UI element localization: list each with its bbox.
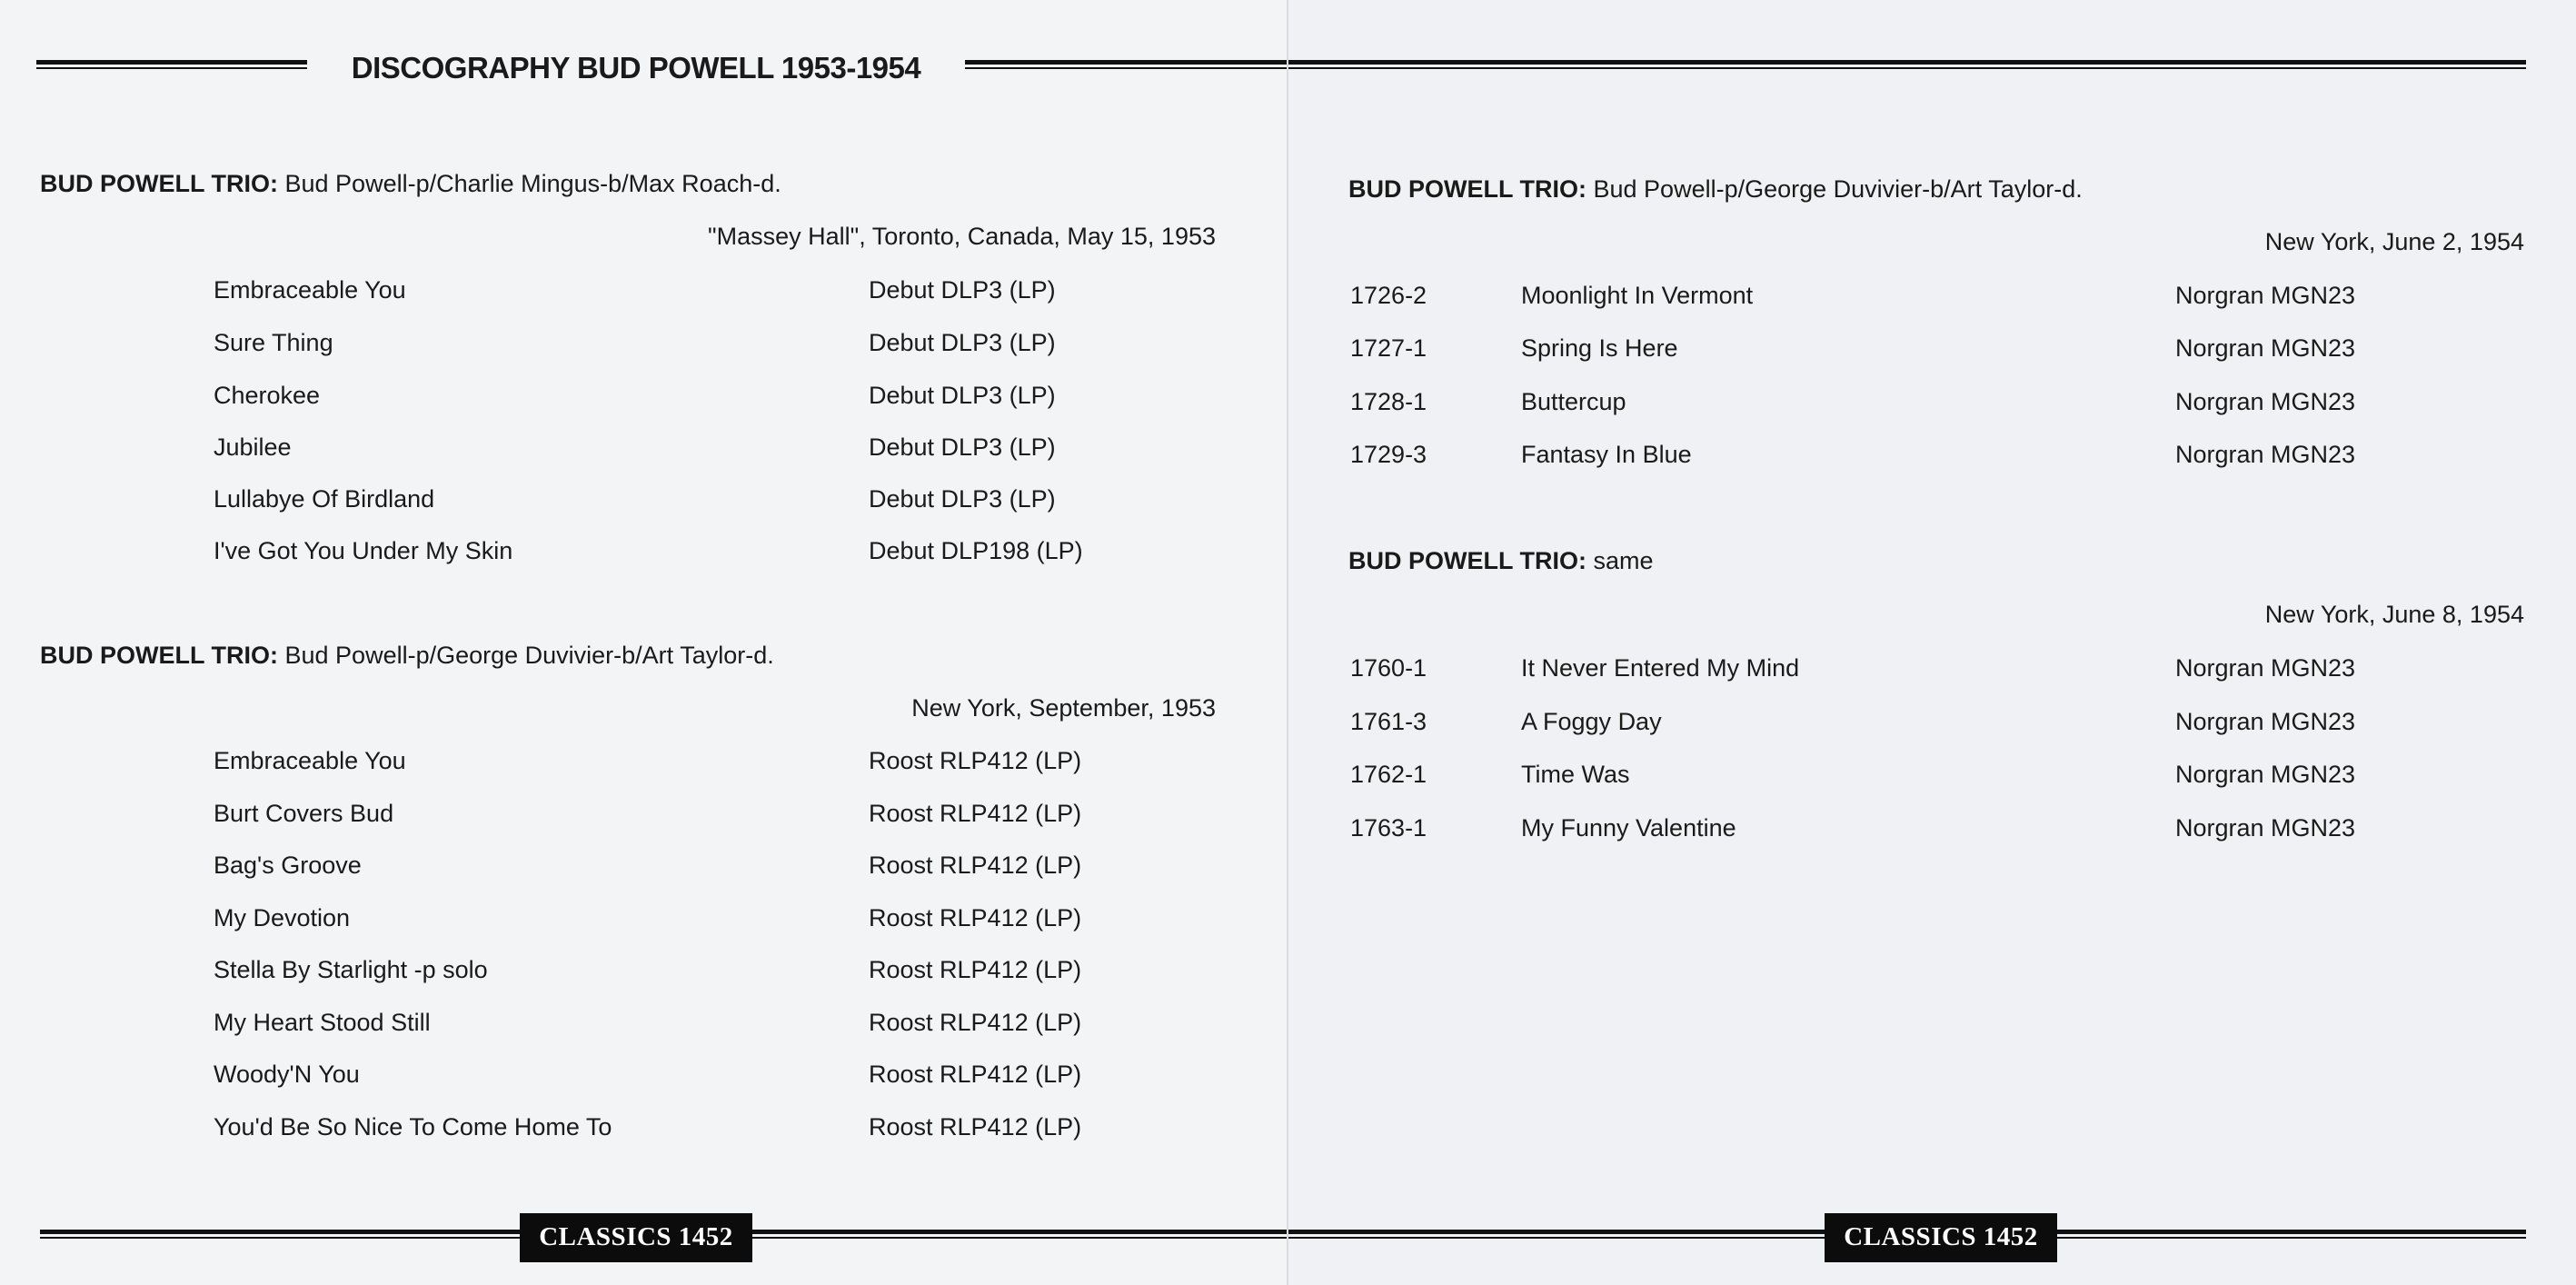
track-title: A Foggy Day xyxy=(1521,708,1662,735)
session-group: BUD POWELL TRIO: xyxy=(40,170,278,197)
track-label: Norgran MGN23 xyxy=(2175,708,2356,735)
matrix-number: 1726-2 xyxy=(1350,282,1427,309)
track-title: My Funny Valentine xyxy=(1521,814,1736,842)
footer-rule-right xyxy=(752,1230,1288,1239)
track-title: Embraceable You xyxy=(214,276,406,304)
footer-rule-left xyxy=(1288,1230,1825,1239)
track-label: Norgran MGN23 xyxy=(2175,334,2356,362)
track-title: Moonlight In Vermont xyxy=(1521,282,1754,309)
track-label: Roost RLP412 (LP) xyxy=(869,1061,1082,1088)
session-personnel: same xyxy=(1593,547,1654,574)
matrix-number: 1761-3 xyxy=(1350,708,1427,735)
track-label: Debut DLP3 (LP) xyxy=(869,276,1056,304)
track-label: Debut DLP3 (LP) xyxy=(869,485,1056,513)
matrix-number: 1763-1 xyxy=(1350,814,1427,842)
track-title: Woody'N You xyxy=(214,1061,360,1088)
matrix-number: 1760-1 xyxy=(1350,654,1427,682)
track-title: Fantasy In Blue xyxy=(1521,441,1692,468)
track-title: Lullabye Of Birdland xyxy=(214,485,435,513)
track-label: Norgran MGN23 xyxy=(2175,282,2356,309)
session-date: New York, June 2, 1954 xyxy=(2264,228,2524,255)
track-title: Spring Is Here xyxy=(1521,334,1678,362)
footer-badge: CLASSICS 1452 xyxy=(520,1213,752,1262)
track-title: You'd Be So Nice To Come Home To xyxy=(214,1113,612,1141)
track-title: I've Got You Under My Skin xyxy=(214,537,513,564)
track-title: Cherokee xyxy=(214,382,321,409)
track-label: Roost RLP412 (LP) xyxy=(869,1113,1082,1141)
session-date: "Massey Hall", Toronto, Canada, May 15, 1953 xyxy=(708,223,1216,250)
track-label: Roost RLP412 (LP) xyxy=(869,904,1082,931)
track-title: My Heart Stood Still xyxy=(214,1009,431,1036)
track-label: Norgran MGN23 xyxy=(2175,388,2356,415)
track-label: Roost RLP412 (LP) xyxy=(869,852,1082,879)
session-group: BUD POWELL TRIO: xyxy=(40,642,278,669)
session-date: New York, September, 1953 xyxy=(911,694,1216,722)
track-title: My Devotion xyxy=(214,904,351,931)
track-title: Bag's Groove xyxy=(214,852,362,879)
title-rule-right xyxy=(965,60,1288,69)
session-header xyxy=(40,642,774,670)
matrix-number: 1729-3 xyxy=(1350,441,1427,468)
track-title: Embraceable You xyxy=(214,747,406,774)
footer-badge: CLASSICS 1452 xyxy=(1825,1213,2057,1262)
track-label: Norgran MGN23 xyxy=(2175,814,2356,842)
track-title: Stella By Starlight -p solo xyxy=(214,956,488,983)
session-header xyxy=(1348,175,2083,204)
track-label: Roost RLP412 (LP) xyxy=(869,956,1082,983)
footer-rule-right xyxy=(2057,1230,2526,1239)
right-page xyxy=(1288,0,2576,1285)
session-group: BUD POWELL TRIO: xyxy=(1348,175,1586,203)
track-label: Debut DLP3 (LP) xyxy=(869,433,1056,461)
session-personnel: Bud Powell-p/George Duvivier-b/Art Taylor-d. xyxy=(284,642,774,669)
footer-rule-left xyxy=(40,1230,520,1239)
track-label: Debut DLP3 (LP) xyxy=(869,329,1056,356)
track-title: Sure Thing xyxy=(214,329,333,356)
session-personnel: Bud Powell-p/Charlie Mingus-b/Max Roach-d. xyxy=(284,170,781,197)
track-label: Norgran MGN23 xyxy=(2175,654,2356,682)
track-label: Debut DLP198 (LP) xyxy=(869,537,1083,564)
matrix-number: 1727-1 xyxy=(1350,334,1427,362)
matrix-number: 1762-1 xyxy=(1350,761,1427,788)
matrix-number: 1728-1 xyxy=(1350,388,1427,415)
session-group: BUD POWELL TRIO: xyxy=(1348,547,1586,574)
track-title: It Never Entered My Mind xyxy=(1521,654,1800,682)
session-header xyxy=(1348,547,1654,575)
track-title: Buttercup xyxy=(1521,388,1626,415)
session-header xyxy=(40,170,781,198)
track-title: Burt Covers Bud xyxy=(214,800,394,827)
track-title: Jubilee xyxy=(214,433,292,461)
track-label: Roost RLP412 (LP) xyxy=(869,800,1082,827)
title-rule-right-page xyxy=(1288,60,2526,69)
track-label: Norgran MGN23 xyxy=(2175,761,2356,788)
track-label: Roost RLP412 (LP) xyxy=(869,1009,1082,1036)
title-rule-left xyxy=(36,60,307,69)
session-personnel: Bud Powell-p/George Duvivier-b/Art Taylor-d. xyxy=(1593,175,2083,203)
track-label: Norgran MGN23 xyxy=(2175,441,2356,468)
track-label: Roost RLP412 (LP) xyxy=(869,747,1082,774)
session-date: New York, June 8, 1954 xyxy=(2264,601,2524,628)
page-title: DISCOGRAPHY BUD POWELL 1953-1954 xyxy=(351,51,921,85)
track-label: Debut DLP3 (LP) xyxy=(869,382,1056,409)
track-title: Time Was xyxy=(1521,761,1630,788)
